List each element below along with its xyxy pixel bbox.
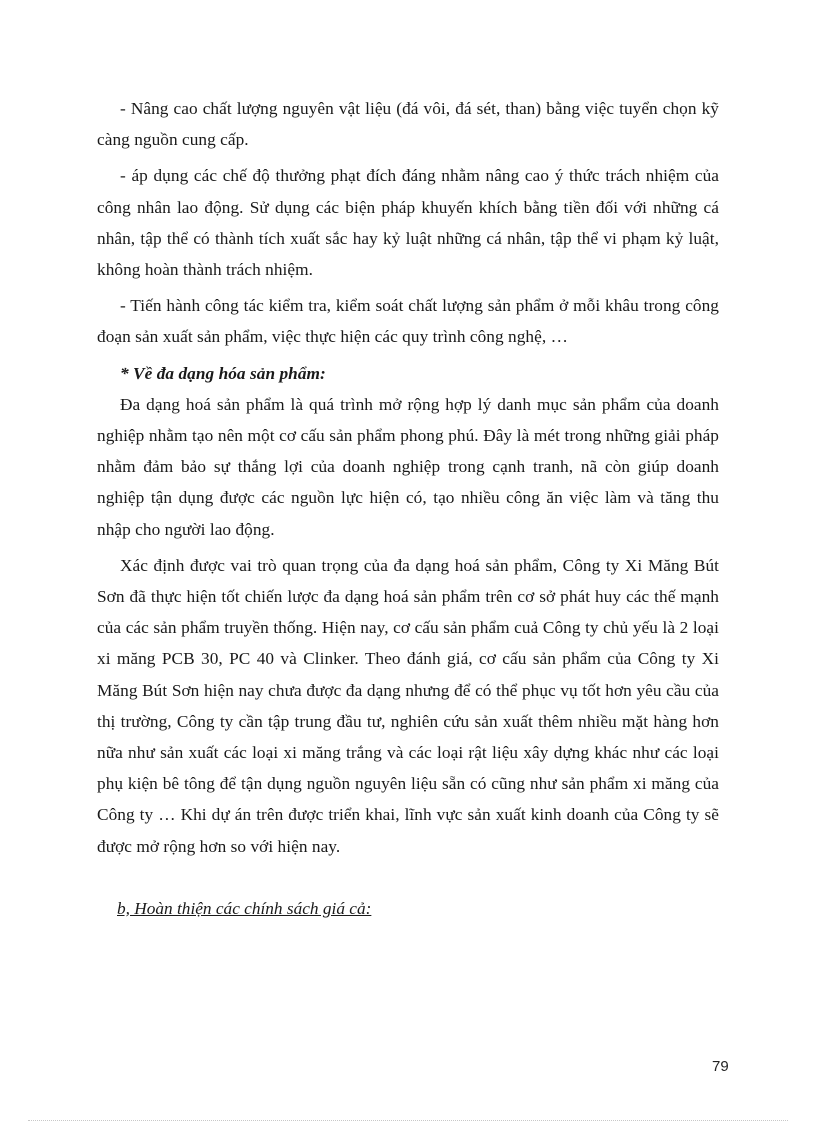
subheading-pricing-policy: b, Hoàn thiện các chính sách giá cả: xyxy=(117,899,372,918)
page-number: 79 xyxy=(712,1058,729,1075)
paragraph-quality-control: - Tiến hành công tác kiểm tra, kiểm soát chất lượng sản phẩm ở mỗi khâu trong công đoạn sản xuất sản phẩm, việc thực hiện các quy trình công nghệ, … xyxy=(97,296,719,347)
paragraph-material-quality: - Nâng cao chất lượng nguyên vật liệu (đá vôi, đá sét, than) bằng việc tuyển chọn kỹ càng nguồn cung cấp. xyxy=(97,99,719,150)
body-text xyxy=(97,93,719,862)
section-heading: * Về đa dạng hóa sản phẩm: xyxy=(120,363,326,383)
footer-divider xyxy=(28,1120,788,1121)
paragraph-diversification-strategy: Xác định được vai trò quan trọng của đa dạng hoá sản phẩm, Công ty Xi Măng Bút Sơn đã thực hiện tốt chiến lược đa dạng hoá sản phẩm trên cơ sở phát huy các thế mạnh của các sản phẩm truyền thống. Hiện nay, cơ cấu sản phẩm cuả Công ty chủ yếu là 2 loại xi măng PCB 30, PC 40 và Clinker. Theo đánh giá, cơ cấu sản phẩm của Công ty Xi Măng Bút Sơn hiện nay chưa được đa dạng nhưng để có thể phục vụ tốt hơn yêu cầu của thị trường, Công ty cần tập trung đầu tư, nghiên cứu sản xuất thêm nhiều mặt hàng hơn nữa như sản xuất các loại xi măng trắng và các loại rật liệu xây dựng khác như các loại phụ kiện bê tông để tận dụng nguồn nguyên liệu sẵn có cũng như sản phẩm xi măng của Công ty … Khi dự án trên được triển khai, lĩnh vực sản xuất kinh doanh của Công ty sẽ được mở rộng hơn so với hiện nay. xyxy=(97,555,719,856)
paragraph-reward-policy: - áp dụng các chế độ thưởng phạt đích đáng nhằm nâng cao ý thức trách nhiệm của công nhân lao động. Sử dụng các biện pháp khuyến khích bằng tiền đối với những cá nhân, tập thể có thành tích xuất sắc hay kỷ luật những cá nhân, tập thể vi phạm kỷ luật, không hoàn thành trách nhiệm. xyxy=(97,166,719,280)
paragraph-diversification-definition: Đa dạng hoá sản phẩm là quá trình mở rộng hợp lý danh mục sản phẩm của doanh nghiệp nhằm tạo nên một cơ cấu sản phẩm phong phú. Đây là mét trong những giải pháp nhằm đảm bảo sự thắng lợi của doanh nghiệp trong cạnh tranh, nã còn giúp doanh nghiệp tận dụng được các nguồn lực hiện có, tạo nhiều công ăn việc làm và tăng thu nhập cho người lao động. xyxy=(97,394,719,539)
